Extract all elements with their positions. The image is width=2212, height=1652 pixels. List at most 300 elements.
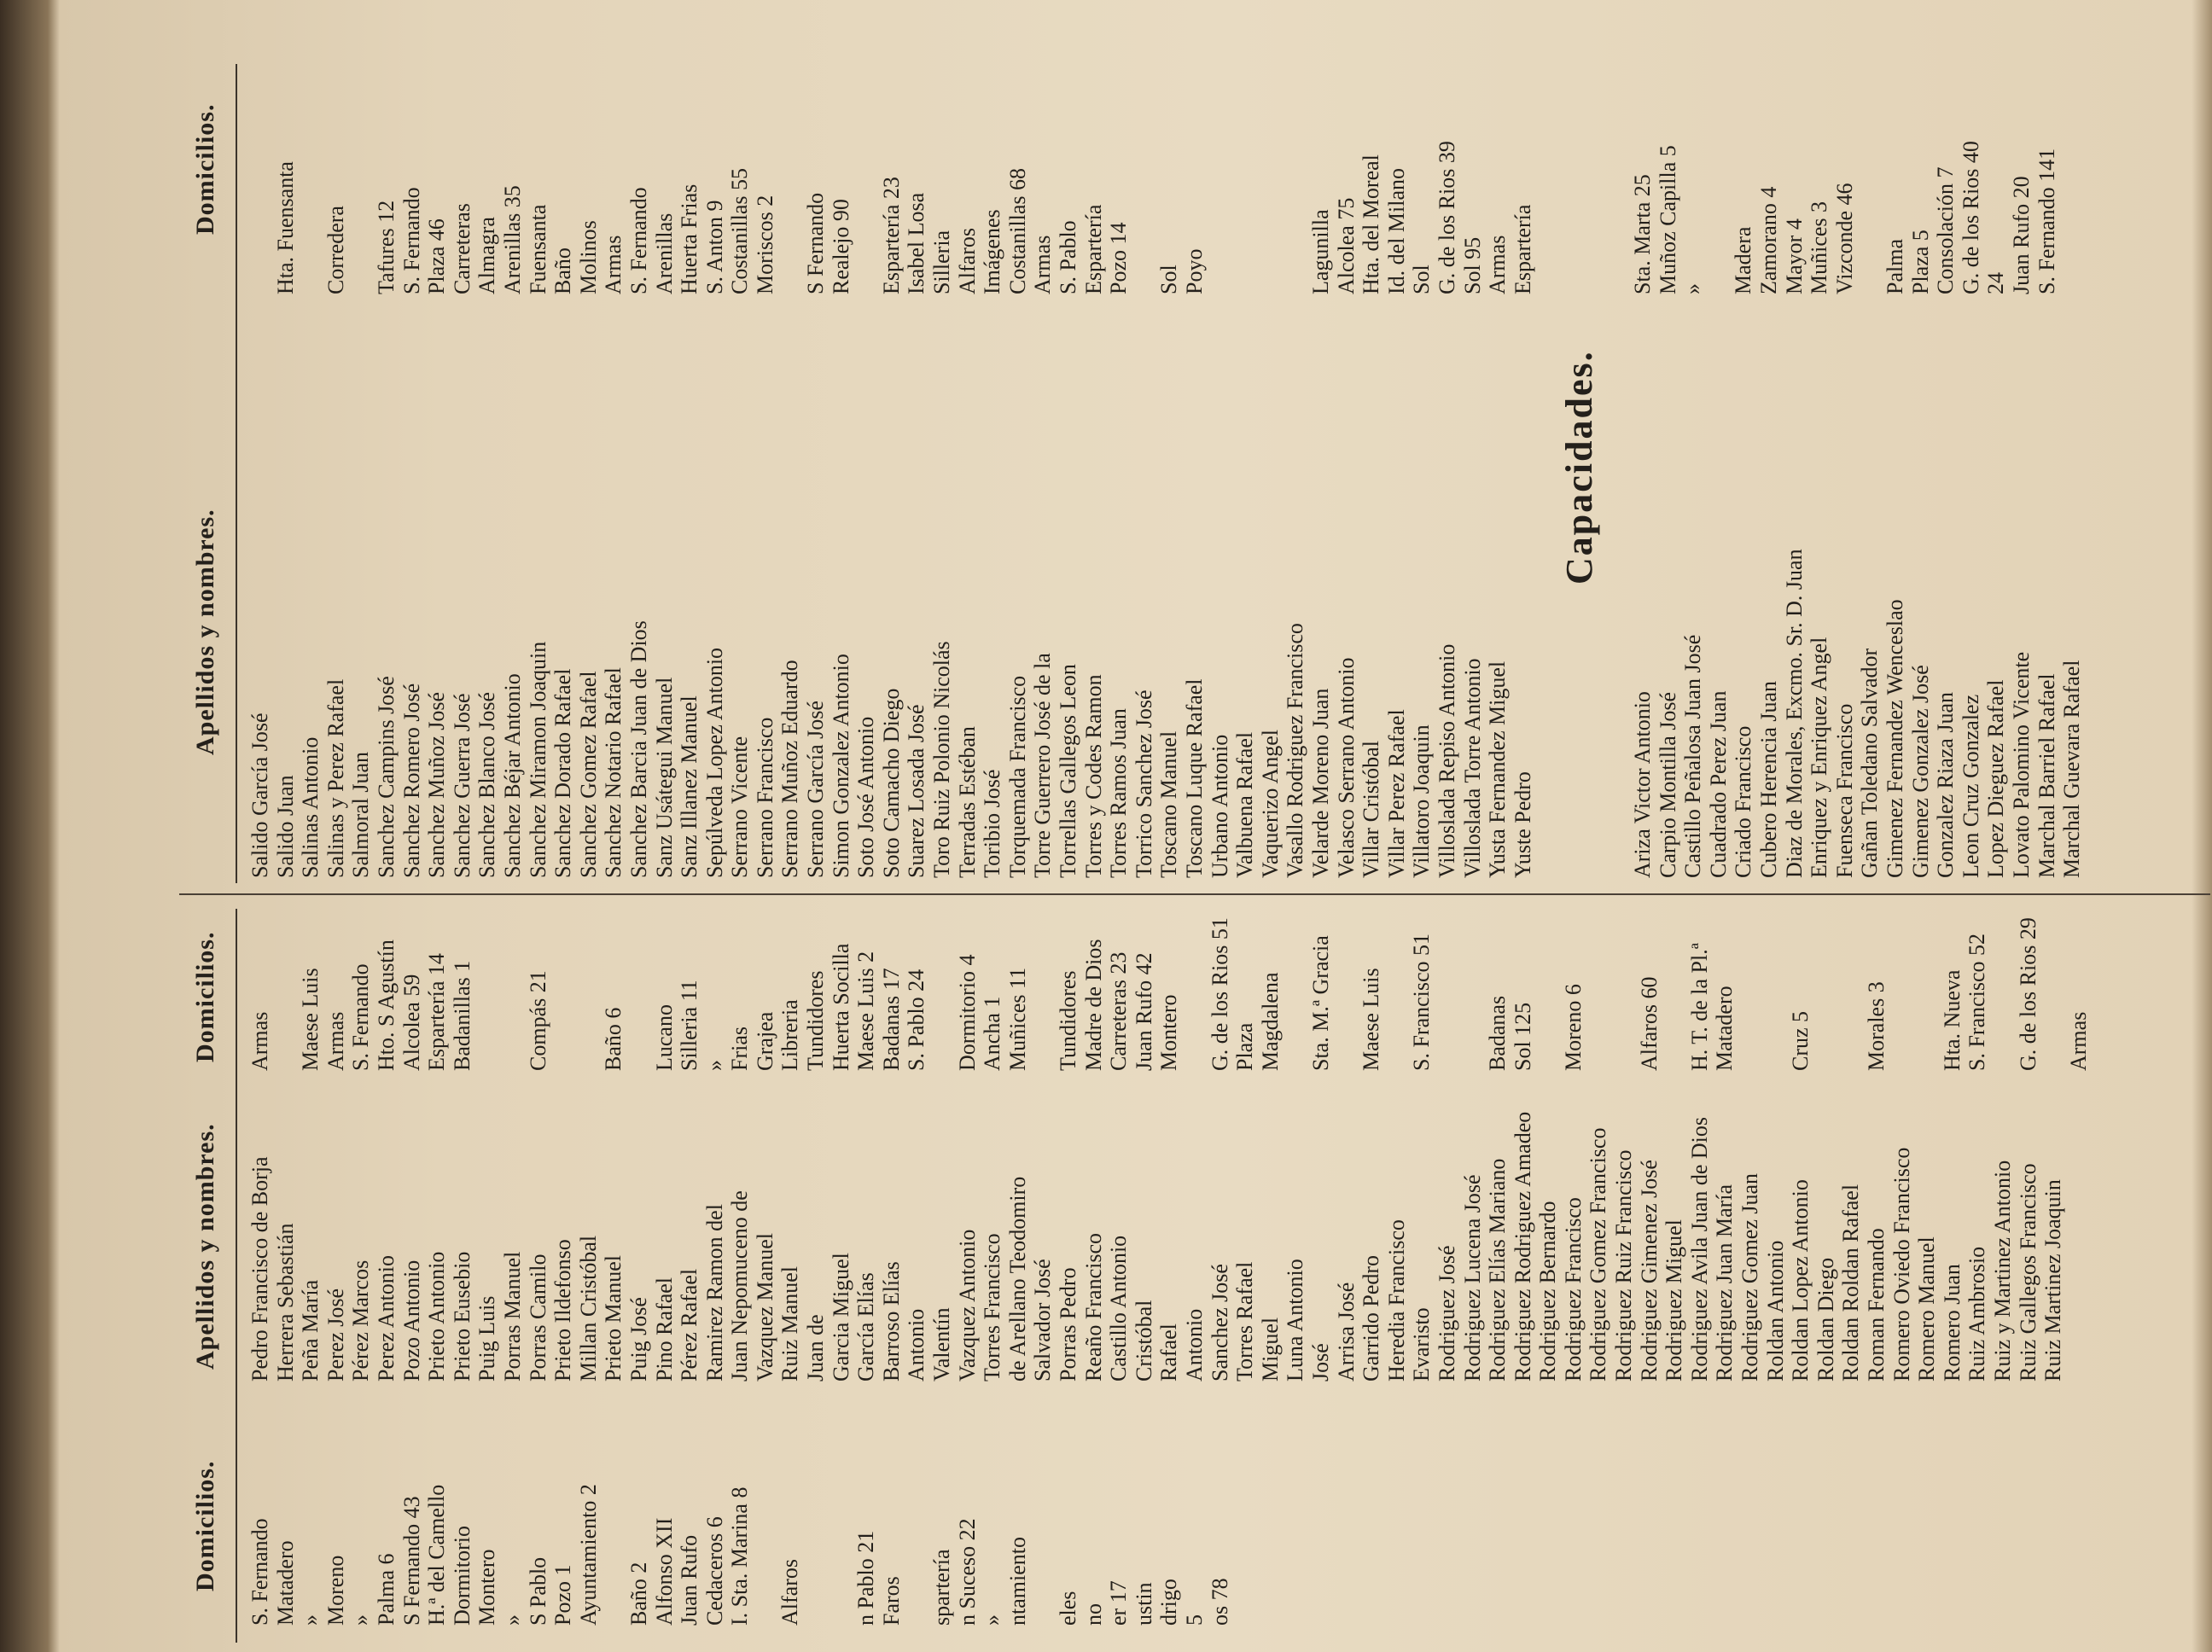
table-row	[1182, 909, 1208, 1387]
name-cell: Sanchez Miramon Joaquin	[525, 641, 550, 878]
table-row	[980, 909, 1005, 1387]
domicilio-cell: Arenillas 35	[499, 185, 525, 294]
domicilio-cell: Cruz 5	[1788, 1010, 1813, 1071]
name-cell: Villoslada Repiso Antonio	[1434, 643, 1459, 878]
name-cell: Puig José	[626, 1297, 651, 1382]
list-item	[374, 1387, 399, 1643]
domicilio-text: S Fernando 43	[399, 1496, 424, 1626]
section-title-capacidades: Capacidades.	[1558, 350, 1600, 585]
header-apellidos-c: Apellidos y nombres.	[191, 509, 219, 755]
table-row	[1283, 64, 1308, 883]
list-item	[1030, 1387, 1056, 1643]
name-cell: Sanchez Muñoz José	[424, 691, 450, 878]
name-cell: Sanchez Béjar Antonio	[499, 673, 525, 878]
domicilio-cell: Sta. Marta 25	[1630, 174, 1655, 294]
domicilio-cell: Tundidores	[1056, 970, 1080, 1071]
name-cell: Toscano Luque Rafael	[1181, 678, 1207, 878]
domicilio-cell: Fuensanta	[525, 204, 550, 294]
name-cell: Torrellas Gallegos Leon	[1056, 664, 1080, 878]
domicilio-cell: Palma	[1882, 239, 1907, 294]
table-row	[1384, 64, 1410, 883]
name-cell: Cuadrado Perez Juan	[1705, 690, 1731, 878]
table-row	[1511, 64, 1536, 883]
name-cell: Porras Pedro	[1056, 1267, 1080, 1382]
table-row	[1334, 909, 1359, 1387]
table-row	[1485, 909, 1511, 1387]
list-item	[1132, 1387, 1157, 1643]
name-cell: Herrera Sebastián	[272, 1223, 298, 1382]
name-cell: Toro Ruiz Polonio Nicolás	[929, 641, 955, 878]
table-row	[1983, 64, 2009, 883]
domicilio-text: ntamiento	[1004, 1537, 1030, 1626]
domicilio-cell: Plaza 5	[1907, 230, 1933, 294]
table-row	[1435, 909, 1460, 1387]
domicilio-text: Cedaceros 6	[701, 1516, 727, 1626]
table-row	[702, 64, 728, 883]
list-item	[853, 1387, 879, 1643]
list-item	[1005, 1387, 1031, 1643]
table-row	[1334, 64, 1359, 883]
domicilio-text: H.ª del Camello	[424, 1484, 450, 1626]
domicilio-cell: Hta. Fuensanta	[272, 161, 298, 294]
table-row	[1056, 64, 1081, 883]
domicilio-cell: Sol 95	[1459, 236, 1485, 294]
table-row	[576, 909, 602, 1387]
table-row	[1132, 64, 1157, 883]
name-cell: Reaño Francisco	[1080, 1232, 1106, 1382]
domicilio-cell: S. Fernando	[626, 187, 651, 294]
name-cell: Millan Cristóbal	[575, 1235, 601, 1382]
list-item	[652, 1387, 678, 1643]
domicilio-cell: Realejo 90	[828, 199, 853, 294]
table-row	[929, 64, 955, 883]
domicilio-cell: Armas	[247, 1011, 272, 1071]
name-cell: Pérez Rafael	[677, 1268, 702, 1382]
list-item	[1081, 1387, 1107, 1643]
domicilio-cell: Maese Luis	[298, 968, 323, 1071]
table-row	[1586, 909, 1611, 1387]
table-row	[1756, 64, 1782, 883]
name-cell: Suarez Losada José	[904, 704, 929, 878]
name-cell: Romero Juan	[1939, 1264, 1965, 1382]
name-cell: Romero Manuel	[1914, 1236, 1940, 1382]
name-cell: Pedro Francisco de Borja	[247, 1156, 272, 1382]
list-item	[1156, 1387, 1182, 1643]
domicilio-cell: Almagra	[474, 217, 500, 294]
name-cell: Terradas Estéban	[954, 726, 980, 878]
domicilio-cell: Pozo 14	[1106, 222, 1132, 294]
table-row	[1258, 909, 1284, 1387]
domicilio-cell: S Fernando	[803, 192, 829, 294]
domicilio-cell: Maese Luis 2	[853, 951, 879, 1071]
table-row	[803, 909, 829, 1387]
name-cell: Serrano Muñoz Eduardo	[777, 660, 803, 878]
name-cell: Sanchez Guerra José	[449, 693, 474, 878]
table-row	[2034, 64, 2060, 883]
name-cell: Pino Rafael	[651, 1277, 677, 1382]
name-cell: Valbuena Rafael	[1232, 731, 1258, 878]
list-item	[702, 1387, 728, 1643]
table-row	[2040, 909, 2066, 1387]
domicilio-text: »	[348, 1614, 374, 1626]
domicilio-cell: Ancha 1	[980, 996, 1005, 1071]
domicilio-cell: Moreno 6	[1560, 984, 1586, 1071]
domicilio-cell: Imágenes	[980, 209, 1005, 294]
domicilio-cell: Alcolea 59	[399, 974, 424, 1071]
table-row	[1409, 64, 1435, 883]
table-row	[753, 64, 778, 883]
name-cell: Soto José Antonio	[853, 716, 879, 878]
table-row	[273, 64, 299, 883]
name-cell: Juan de	[803, 1314, 829, 1382]
domicilio-cell: Arenillas	[651, 212, 677, 294]
name-cell: Simon Gonzalez Antonio	[828, 654, 853, 878]
table-row	[247, 909, 273, 1387]
domicilio-cell: Isabel Losa	[904, 192, 929, 294]
table-row	[526, 64, 551, 883]
name-cell: Sanchez Campins José	[373, 676, 399, 878]
table-row	[904, 64, 929, 883]
table-row	[1959, 64, 1984, 883]
list-item	[474, 1387, 500, 1643]
domicilio-cell: Poyo	[1181, 248, 1207, 294]
table-row	[879, 909, 905, 1387]
domicilio-cell: Corredera	[323, 206, 348, 294]
name-cell: Torres Rafael	[1232, 1261, 1258, 1382]
domicilio-cell: Compás 21	[525, 970, 550, 1071]
name-cell: Sanchez Barcia Juan de Dios	[626, 620, 651, 878]
name-cell: Torres Francisco	[980, 1233, 1005, 1382]
name-cell: Soto Camacho Diego	[878, 688, 904, 878]
table-row	[777, 64, 803, 883]
name-cell: Toscano Manuel	[1156, 730, 1182, 878]
table-row	[399, 909, 425, 1387]
domicilio-cell: Badanas	[1485, 995, 1511, 1071]
domicilio-cell: Hta. Nueva	[1939, 969, 1965, 1071]
name-cell: Heredia Francisco	[1383, 1219, 1409, 1382]
domicilio-cell: S. Anton 9	[701, 200, 727, 294]
domicilio-cell: Carreteras 23	[1106, 951, 1132, 1071]
domicilio-text: no	[1080, 1603, 1106, 1626]
table-row	[1782, 64, 1807, 883]
domicilio-cell: Matadero	[1712, 986, 1738, 1071]
name-cell: Criado Francisco	[1731, 725, 1756, 878]
domicilio-cell: Baño	[550, 247, 576, 294]
name-cell: Sanchez José	[1207, 1264, 1232, 1382]
table-row	[1511, 909, 1536, 1387]
domicilio-cell: S. Pablo	[1056, 220, 1080, 294]
name-cell: Serrano García José	[803, 701, 829, 878]
name-cell: Yusta Fernandez Miguel	[1485, 660, 1511, 878]
table-row	[652, 64, 678, 883]
name-cell: Gañan Toledano Salvador	[1857, 648, 1883, 878]
table-row	[1409, 909, 1435, 1387]
name-cell: Diaz de Morales, Excmo. Sr. D. Juan	[1781, 549, 1807, 878]
domicilio-text: Montero	[474, 1549, 500, 1626]
table-row	[474, 64, 500, 883]
domicilio-cell: Dormitorio 4	[954, 954, 980, 1071]
domicilio-cell: Libreria	[777, 999, 803, 1071]
name-cell: Rodriguez Elías Mariano	[1485, 1158, 1511, 1382]
name-cell: Salinas y Perez Rafael	[323, 678, 348, 878]
table-row	[247, 64, 273, 883]
name-cell: Roldan Roldan Rafael	[1838, 1184, 1864, 1382]
domicilio-cell: Sol	[1409, 265, 1435, 294]
name-cell: Gonzalez Riaza Juan	[1933, 691, 1959, 878]
list-item	[500, 1387, 526, 1643]
domicilio-cell: Silleria	[929, 230, 955, 294]
name-cell: Garcia Miguel	[828, 1253, 853, 1382]
table-row	[474, 909, 500, 1387]
name-cell: García Elías	[853, 1272, 879, 1382]
table-row	[1838, 909, 1864, 1387]
table-row	[955, 64, 981, 883]
name-cell: Peña María	[298, 1279, 323, 1382]
table-row	[2009, 64, 2034, 883]
domicilio-cell: Costanillas 55	[727, 167, 753, 294]
table-row	[1460, 64, 1486, 883]
name-cell: Enriquez y Enriquez Angel	[1807, 637, 1832, 878]
table-row	[450, 64, 475, 883]
name-cell: Roldan Antonio	[1762, 1240, 1788, 1382]
domicilio-cell: Huerta Socilla	[828, 943, 853, 1071]
table-row	[626, 64, 652, 883]
domicilio-text: Dormitorio	[449, 1526, 474, 1626]
column-b-rows	[247, 909, 2091, 1387]
table-row	[652, 909, 678, 1387]
column-divider	[179, 893, 2210, 895]
table-row	[424, 64, 450, 883]
domicilio-cell: Madera	[1731, 226, 1756, 294]
domicilio-cell: G. de los Rios 40	[1958, 141, 1983, 294]
domicilio-text: n Pablo 21	[853, 1530, 879, 1626]
list-item	[955, 1387, 981, 1643]
name-cell: Leon Cruz Gonzalez	[1958, 694, 1983, 878]
domicilio-cell: Plaza 46	[424, 218, 450, 294]
name-cell: Marchal Barriel Rafael	[2034, 673, 2059, 878]
table-row	[677, 64, 702, 883]
name-cell: Castillo Antonio	[1106, 1235, 1132, 1382]
table-row	[1232, 64, 1258, 883]
list-item	[1056, 1387, 1081, 1643]
list-item	[576, 1387, 602, 1643]
name-cell: Torres Ramos Juan	[1106, 708, 1132, 878]
domicilio-cell: S. Pablo 24	[904, 969, 929, 1071]
name-cell: Porras Camilo	[525, 1254, 550, 1382]
header-domicilios-c: Domicilios.	[191, 103, 219, 235]
table-row	[1435, 64, 1460, 883]
name-cell: Lovato Palomino Vicente	[2008, 651, 2034, 878]
table-row	[1990, 909, 2016, 1387]
domicilio-text: Matadero	[272, 1540, 298, 1626]
name-cell: Antonio	[904, 1308, 929, 1382]
domicilio-text: »	[298, 1614, 323, 1626]
list-item	[753, 1387, 778, 1643]
name-cell: Sanchez Blanco José	[474, 691, 500, 878]
list-item	[450, 1387, 475, 1643]
name-cell: Rodriguez Gomez Francisco	[1586, 1127, 1611, 1382]
domicilio-text: »	[980, 1614, 1005, 1626]
table-row	[2059, 64, 2085, 883]
domicilio-cell: Espartería	[1080, 204, 1106, 294]
name-cell: Rodriguez José	[1434, 1245, 1459, 1382]
name-cell: Serrano Francisco	[752, 717, 777, 878]
column-b-header	[179, 909, 237, 1387]
table-row	[1656, 64, 1681, 883]
table-row	[1680, 64, 1706, 883]
domicilio-text: Baño 2	[626, 1562, 651, 1626]
table-row	[374, 64, 399, 883]
name-cell: Rodriguez Juan María	[1712, 1184, 1738, 1382]
domicilio-cell: G. de los Rios 51	[1207, 917, 1232, 1071]
list-item	[904, 1387, 929, 1643]
table-row	[904, 909, 929, 1387]
table-row	[1258, 64, 1284, 883]
list-item	[626, 1387, 652, 1643]
name-cell: Miguel	[1257, 1317, 1283, 1382]
table-row	[601, 64, 626, 883]
table-row	[929, 909, 955, 1387]
table-row	[1308, 64, 1334, 883]
domicilio-cell: Plaza	[1232, 1022, 1258, 1071]
domicilio-cell: Carreteras	[449, 203, 474, 294]
table-row	[1156, 909, 1182, 1387]
table-row	[1940, 909, 1965, 1387]
domicilio-cell: Muñices 3	[1807, 201, 1832, 294]
table-row	[1081, 64, 1107, 883]
domicilio-cell: Armas	[601, 235, 626, 294]
name-cell: Porras Manuel	[499, 1251, 525, 1382]
name-cell: Sanchez Dorado Rafael	[550, 668, 576, 878]
domicilio-cell: Sol	[1156, 265, 1182, 294]
table-row	[1662, 909, 1687, 1387]
domicilio-cell: Lucano	[651, 1004, 677, 1071]
list-item	[777, 1387, 803, 1643]
domicilio-text: n Suceso 22	[954, 1518, 980, 1626]
name-cell: Rodriguez Gimenez José	[1636, 1160, 1662, 1382]
table-row	[1005, 64, 1031, 883]
name-cell: Ruiz Manuel	[777, 1265, 803, 1382]
name-cell: Rodriguez Rodriguez Amadeo	[1510, 1111, 1535, 1382]
domicilio-text: er 17	[1106, 1580, 1132, 1626]
name-cell: Fuenseca Francisco	[1831, 703, 1857, 878]
domicilio-cell: Armas	[1030, 235, 1056, 294]
name-cell: Torrico Sanchez José	[1131, 689, 1156, 878]
name-cell: Ramirez Ramon del	[701, 1204, 727, 1382]
domicilio-cell: Juan Rufo 42	[1131, 952, 1156, 1071]
name-cell: Juan Nepomuceno de	[727, 1190, 753, 1382]
domicilio-cell: Lagunilla	[1307, 209, 1333, 294]
table-row	[1384, 909, 1410, 1387]
domicilio-cell: S. Fernando	[399, 187, 424, 294]
domicilio-cell: S. Francisco 52	[1965, 933, 1990, 1071]
domicilio-text: drigo	[1156, 1579, 1182, 1626]
name-cell: Prieto Antonio	[424, 1251, 450, 1382]
table-row	[348, 909, 374, 1387]
name-cell: Velasco Serrano Antonio	[1333, 657, 1359, 878]
domicilio-text: Moreno	[323, 1555, 348, 1626]
table-row	[550, 64, 576, 883]
name-cell: Carpio Montilla José	[1655, 691, 1680, 878]
table-row	[853, 909, 879, 1387]
name-cell: Puig Luis	[474, 1295, 500, 1382]
domicilio-cell: Tundidores	[803, 970, 829, 1071]
table-row	[1232, 909, 1258, 1387]
name-cell: Serrano Vicente	[727, 736, 753, 878]
domicilio-text: Alfonso XII	[651, 1517, 677, 1626]
name-cell: Barroso Elías	[878, 1261, 904, 1382]
table-row	[853, 64, 879, 883]
domicilio-cell: Badanillas 1	[449, 960, 474, 1071]
table-row	[1611, 909, 1637, 1387]
table-row	[829, 909, 854, 1387]
table-row	[1857, 64, 1883, 883]
name-cell: Vazquez Antonio	[954, 1229, 980, 1382]
name-cell: Villar Cristóbal	[1359, 741, 1384, 878]
list-item	[1182, 1387, 1208, 1643]
domicilio-text: S Pablo	[525, 1556, 550, 1626]
name-cell: Toribio José	[980, 769, 1005, 878]
list-item	[424, 1387, 450, 1643]
table-row	[803, 64, 829, 883]
list-item	[273, 1387, 299, 1643]
name-cell: Yuste Pedro	[1510, 771, 1535, 878]
domicilio-cell: Magdalena	[1257, 972, 1283, 1071]
list-item	[526, 1387, 551, 1643]
domicilio-text: os 78	[1207, 1578, 1232, 1626]
domicilio-cell: S. Francisco 51	[1409, 933, 1435, 1071]
name-cell: Salido Juan	[272, 775, 298, 878]
table-row	[1156, 64, 1182, 883]
domicilio-cell: Hta. del Moreal	[1359, 154, 1384, 294]
domicilio-cell: Sol 125	[1510, 1002, 1535, 1071]
domicilio-text: Faros	[878, 1576, 904, 1626]
name-cell: Velarde Moreno Juan	[1307, 688, 1333, 878]
name-cell: Luna Antonio	[1283, 1259, 1308, 1382]
name-cell: Lopez Dieguez Rafael	[1983, 679, 2009, 878]
header-domicilios-a: Domicilios.	[191, 1460, 219, 1591]
name-cell: Sanchez Romero José	[399, 683, 424, 878]
table-row	[1738, 909, 1763, 1387]
table-row	[753, 909, 778, 1387]
domicilio-cell: Frias	[727, 1027, 753, 1071]
table-row	[298, 64, 323, 883]
table-row	[298, 909, 323, 1387]
table-row	[1965, 909, 1990, 1387]
name-cell: Ruiz y Martinez Antonio	[1989, 1160, 2015, 1382]
table-row	[727, 909, 753, 1387]
domicilio-text: Ayuntamiento 2	[575, 1484, 601, 1626]
domicilio-cell: Huerta Frias	[677, 183, 702, 294]
name-cell: Ruiz Gallegos Francisco	[2015, 1163, 2040, 1382]
table-row	[955, 909, 981, 1387]
name-cell: Torres y Codes Ramon	[1080, 674, 1106, 878]
name-cell: Prieto Eusebio	[449, 1251, 474, 1382]
domicilio-cell: Espartería 14	[424, 953, 450, 1071]
name-cell: Sanz Usátegui Manuel	[651, 677, 677, 878]
table-row	[399, 64, 425, 883]
table-row	[777, 909, 803, 1387]
table-row	[1283, 909, 1308, 1387]
domicilio-text: S. Fernando	[247, 1518, 272, 1626]
table-row	[1763, 909, 1789, 1387]
name-cell: Gimenez Fernandez Wenceslao	[1882, 599, 1907, 878]
domicilio-cell: Morales 3	[1864, 981, 1889, 1071]
domicilio-cell: 24	[1983, 272, 2009, 294]
table-row	[1883, 64, 1908, 883]
list-item	[399, 1387, 425, 1643]
table-row	[2016, 909, 2041, 1387]
